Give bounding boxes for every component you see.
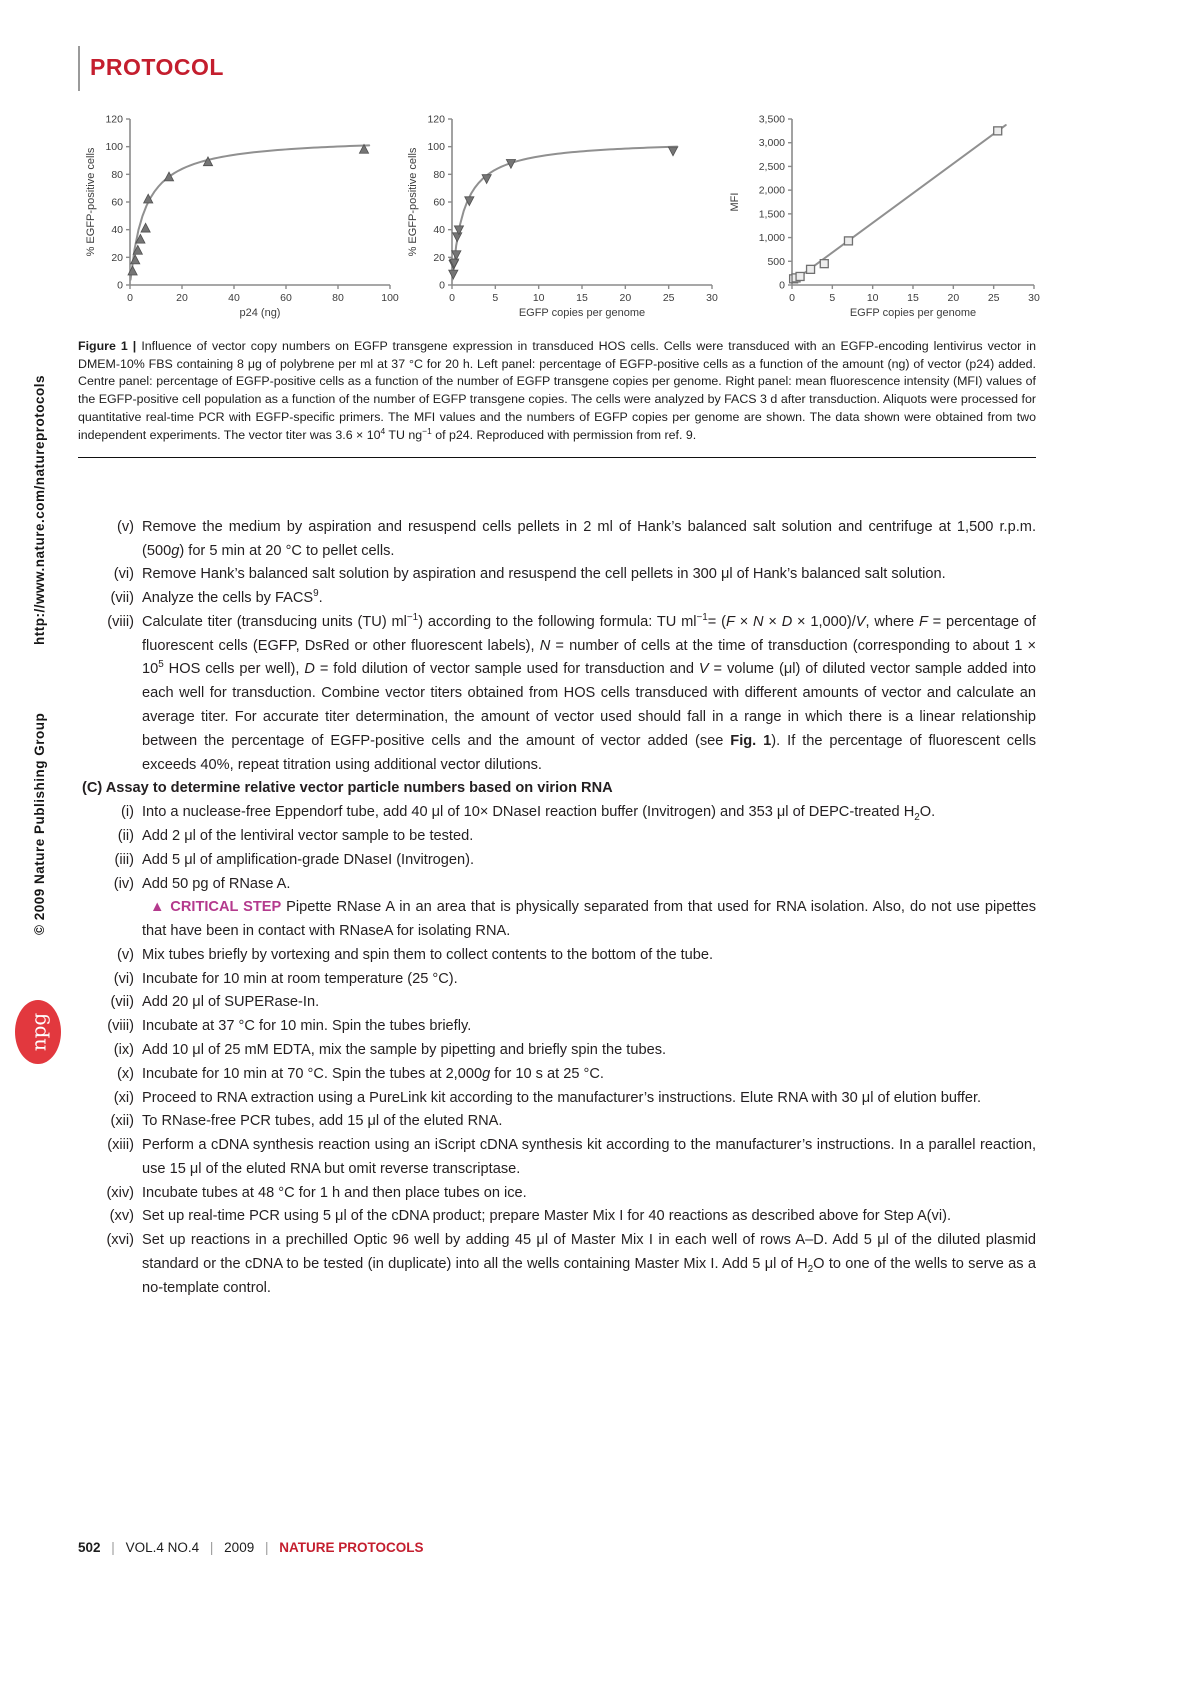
- figure1-caption: [78, 338, 1036, 444]
- step-text: Set up reactions in a prechilled Optic 96 well by adding 45 μl of Master Mix I in each well of rows A–D. Add 5 μl of the diluted plasmid standard or the cDNA to be tested (in duplicate) into all the wells containing Master Mix I. Add 5 μl of $H_2O$ to one of the wells to serve as a no-template control.: [142, 1232, 1036, 1296]
- step-number: (vi): [113, 566, 134, 583]
- step-number: (viii): [107, 1018, 134, 1035]
- protocol-step: [78, 825, 1036, 849]
- svg-text:100: 100: [427, 141, 445, 154]
- step-number: (vii): [110, 994, 134, 1011]
- step-number: (vi): [113, 970, 134, 987]
- svg-text:5: 5: [492, 292, 499, 304]
- data-point: [449, 270, 458, 279]
- svg-text:80: 80: [433, 168, 445, 181]
- page-title: PROTOCOL: [78, 46, 1036, 91]
- chart-copies-vs-mfi: [728, 107, 1044, 326]
- step-number: (xiii): [107, 1137, 134, 1154]
- x-axis-label: EGFP copies per genome: [849, 307, 977, 319]
- step-text: Incubate for 10 min at room temperature (25 °C).: [142, 970, 458, 987]
- protocol-step: [78, 1205, 1036, 1229]
- svg-text:120: 120: [427, 113, 445, 126]
- data-point: [131, 255, 140, 264]
- data-point: [796, 272, 804, 280]
- svg-text:30: 30: [706, 292, 718, 304]
- x-axis-label: EGFP copies per genome: [518, 307, 646, 319]
- svg-text:40: 40: [111, 224, 123, 237]
- svg-text:15: 15: [907, 292, 919, 304]
- svg-text:0: 0: [779, 279, 785, 292]
- axes: [105, 114, 398, 305]
- step-text: Remove Hank’s balanced salt solution by aspiration and resuspend the cell pellets in 300 μl of Hank’s balanced salt solution.: [142, 566, 946, 583]
- page-footer: [78, 1540, 424, 1555]
- svg-text:20: 20: [947, 292, 960, 304]
- svg-text:0: 0: [117, 279, 123, 292]
- svg-text:60: 60: [111, 196, 123, 209]
- step-number: (v): [116, 518, 134, 535]
- data-point: [668, 147, 677, 156]
- protocol-body: [78, 516, 1036, 1301]
- protocol-step: [78, 1110, 1036, 1134]
- section-a-steps: [78, 516, 1036, 778]
- protocol-step: [78, 1015, 1036, 1039]
- step-text: Incubate for 10 min at 70 °C. Spin the tubes at 2,000g for 10 s at 25 °C.: [142, 1065, 604, 1082]
- step-number: (viii): [107, 613, 134, 630]
- svg-text:10: 10: [866, 292, 879, 304]
- step-text: ▲ CRITICAL STEP Pipette RNase A in an area that is physically separated from that used for RNA isolation. Also, do not use pipettes that have been in contact with RNaseA for isolating RNA.: [142, 899, 1036, 940]
- protocol-step: [78, 968, 1036, 992]
- svg-text:5: 5: [829, 292, 836, 304]
- caption-divider: [78, 457, 1036, 458]
- y-axis-label: MFI: [729, 192, 741, 212]
- step-number: (iii): [114, 851, 134, 868]
- svg-text:30: 30: [1028, 292, 1040, 304]
- protocol-step: [78, 587, 1036, 611]
- y-axis-label: % EGFP-positive cells: [85, 147, 97, 257]
- svg-text:25: 25: [662, 292, 675, 304]
- protocol-step: [78, 944, 1036, 968]
- protocol-step: [78, 1087, 1036, 1111]
- svg-text:25: 25: [987, 292, 1000, 304]
- protocol-step: [78, 1039, 1036, 1063]
- data-point: [844, 237, 852, 245]
- step-text: Add 50 pg of RNase A.: [142, 875, 291, 892]
- step-number: (xv): [109, 1208, 134, 1225]
- critical-step-flag: ▲ CRITICAL STEP: [150, 899, 282, 916]
- chart-copies-vs-egfp-positive: [406, 107, 722, 326]
- step-text: Add 5 μl of amplification-grade DNaseI (Invitrogen).: [142, 851, 475, 868]
- section-c-heading: (C) Assay to determine relative vector particle numbers based on virion RNA: [82, 780, 613, 797]
- data-point: [141, 223, 150, 232]
- npg-logo: [15, 1000, 61, 1064]
- axes: [427, 114, 718, 305]
- svg-text:20: 20: [433, 251, 445, 264]
- protocol-step: [78, 1134, 1036, 1182]
- step-number: (ix): [113, 1041, 134, 1058]
- step-number: (xi): [113, 1089, 134, 1106]
- step-text: Add 2 μl of the lentiviral vector sample to be tested.: [142, 827, 474, 844]
- chart-p24-vs-egfp-positive: [84, 107, 400, 326]
- footer-volume: VOL.4 NO.4: [125, 1540, 200, 1555]
- svg-text:1,500: 1,500: [758, 208, 785, 221]
- step-text: Into a nuclease-free Eppendorf tube, add 40 μl of 10× DNaseI reaction buffer (Invitrogen) and 353 μl of DEPC-treated $H_2O$.: [142, 804, 936, 824]
- x-axis-label: p24 (ng): [239, 307, 281, 319]
- data-points: [449, 147, 678, 279]
- svg-text:80: 80: [332, 292, 344, 304]
- sidebar-url-vertical: http://www.nature.com/natureprotocols: [32, 374, 47, 645]
- fit-line: [452, 147, 677, 280]
- svg-text:60: 60: [280, 292, 292, 304]
- step-text: Incubate tubes at 48 °C for 1 h and then place tubes on ice.: [142, 1184, 527, 1201]
- protocol-step: [78, 1063, 1036, 1087]
- svg-text:2,500: 2,500: [758, 160, 785, 173]
- svg-text:120: 120: [105, 113, 123, 126]
- step-text: Remove the medium by aspiration and resuspend cells pellets in 2 ml of Hank’s balanced salt solution and centrifuge at 1,500 r.p.m. (500g) for 5 min at 20 °C to pellet cells.: [142, 518, 1036, 559]
- protocol-step: [78, 1229, 1036, 1300]
- protocol-step: [78, 801, 1036, 825]
- step-number: (ii): [117, 827, 134, 844]
- svg-text:15: 15: [576, 292, 588, 304]
- svg-text:20: 20: [176, 292, 188, 304]
- svg-text:2,000: 2,000: [758, 184, 785, 197]
- figure1-caption-label: Figure 1 |: [78, 339, 137, 353]
- protocol-step: [78, 873, 1036, 897]
- protocol-step: [78, 991, 1036, 1015]
- step-text: Perform a cDNA synthesis reaction using an iScript cDNA synthesis kit according to the manufacturer’s instructions. In a parallel reaction, use 15 μl of the eluted RNA but omit reverse transcriptase.: [142, 1137, 1036, 1177]
- footer-separator: |: [209, 1540, 214, 1555]
- step-text: Add 20 μl of SUPERase-In.: [142, 994, 320, 1011]
- step-number: (iv): [113, 875, 134, 892]
- step-number: (v): [116, 946, 134, 963]
- svg-text:20: 20: [111, 251, 123, 264]
- svg-text:20: 20: [619, 292, 632, 304]
- fit-line: [131, 145, 370, 279]
- step-text: To RNase-free PCR tubes, add 15 μl of the eluted RNA.: [142, 1113, 503, 1130]
- protocol-step: [78, 849, 1036, 873]
- step-text: Add 10 μl of 25 mM EDTA, mix the sample by pipetting and briefly spin the tubes.: [142, 1041, 667, 1058]
- step-number: (x): [116, 1065, 134, 1082]
- svg-text:0: 0: [439, 279, 445, 292]
- step-number: [78, 896, 140, 944]
- step-text: Mix tubes briefly by vortexing and spin them to collect contents to the bottom of the tube.: [142, 946, 714, 963]
- y-axis-label: % EGFP-positive cells: [407, 147, 419, 257]
- step-text: Incubate at 37 °C for 10 min. Spin the tubes briefly.: [142, 1018, 472, 1035]
- svg-text:0: 0: [449, 292, 455, 304]
- svg-text:100: 100: [381, 292, 399, 304]
- svg-text:0: 0: [127, 292, 133, 304]
- footer-separator: |: [111, 1540, 115, 1555]
- step-number: (xii): [110, 1113, 134, 1130]
- step-number: (vii): [110, 590, 134, 607]
- step-number: (xiv): [106, 1184, 134, 1201]
- svg-text:40: 40: [433, 224, 445, 237]
- svg-text:500: 500: [767, 255, 785, 268]
- svg-text:3,500: 3,500: [758, 113, 785, 126]
- svg-text:40: 40: [228, 292, 240, 304]
- step-text: Set up real-time PCR using 5 μl of the cDNA product; prepare Master Mix I for 40 reactions as described above for Step A(vi).: [142, 1208, 951, 1225]
- section-c-steps: [78, 801, 1036, 1300]
- footer-separator: |: [264, 1540, 269, 1555]
- protocol-step: [78, 563, 1036, 587]
- data-point: [452, 251, 461, 260]
- step-number: (xvi): [106, 1232, 134, 1249]
- fit-line: [792, 125, 1006, 282]
- data-point: [820, 260, 828, 268]
- svg-text:0: 0: [789, 292, 795, 304]
- footer-page-number: 502: [78, 1540, 101, 1555]
- step-text: Analyze the cells by FACS$^9$.: [142, 588, 323, 607]
- svg-text:3,000: 3,000: [758, 137, 785, 150]
- svg-text:10: 10: [532, 292, 545, 304]
- protocol-step: [78, 611, 1036, 777]
- step-number: (i): [121, 804, 134, 821]
- data-point: [453, 233, 462, 242]
- npg-logo-text: npg: [26, 1012, 50, 1052]
- svg-text:60: 60: [433, 196, 445, 209]
- critical-step: [78, 896, 1036, 944]
- protocol-step: [78, 516, 1036, 564]
- data-points: [128, 144, 369, 275]
- step-text: Calculate titer (transducing units (TU) $ml^{-1}$) according to the following formula: TU $ml^{-1}= (F \times N \times D \times 1,000)/V$, where F = percentage of fluorescent cells (EGFP, DsRed or other fluorescent labels), N = number of cells at the time of transduction (corresponding to about $1 \times 10^5$ HOS cells per well), D = fold dilution of vector sample used for transduction and V = volume (μl) of diluted vector sample added into each well for transduction. Combine vector titers obtained from HOS cells transduced with different amounts of vector and calculate an average titer. For accurate titer determination, the amount of vector used should fall in a range in which there is a linear relationship between the percentage of EGFP-positive cells and the amount of vector added (see Fig. 1). If the percentage of fluorescent cells exceeds 40%, repeat titration using additional vector dilutions.: [142, 612, 1037, 773]
- step-text: Proceed to RNA extraction using a PureLink kit according to the manufacturer’s instructions. Elute RNA with 30 μl of elution buffer.: [142, 1089, 982, 1106]
- data-point: [807, 265, 815, 273]
- figure1-caption-text: Influence of vector copy numbers on EGFP transgene expression in transduced HOS cells. Cells were transduced with an EGFP-encoding lentivirus vector in DMEM-10% FBS containing 8 μg of polybrene per ml at 37 °C for 20 h. Left panel: percentage of EGFP-positive cells as a function of the amount (ng) of vector (p24) added. Centre panel: percentage of EGFP-positive cells as a function of the number of EGFP transgene copies per genome. Right panel: mean fluorescence intensity (MFI) values of the EGFP-positive cell population as a function of the number of EGFP transgene copies. The cells were analyzed by FACS 3 d after transduction. Aliquots were processed for quantitative real-time PCR with EGFP-specific primers. The MFI values and the numbers of EGFP copies per genome are shown. The data shown were obtained from two independent experiments. The vector titer was $3.6 \times 10^4$ TU $ng^{-1}$ of p24. Reproduced with permission from ref. 9.: [78, 339, 1036, 442]
- svg-text:1,000: 1,000: [758, 232, 785, 245]
- svg-text:100: 100: [105, 141, 123, 154]
- sidebar-copyright-vertical: © 2009 Nature Publishing Group: [32, 712, 47, 935]
- svg-text:80: 80: [111, 168, 123, 181]
- footer-journal-name: NATURE PROTOCOLS: [279, 1540, 424, 1555]
- footer-year: 2009: [224, 1540, 255, 1555]
- data-point: [994, 127, 1002, 135]
- figure1: [84, 107, 1040, 326]
- protocol-step: [78, 1182, 1036, 1206]
